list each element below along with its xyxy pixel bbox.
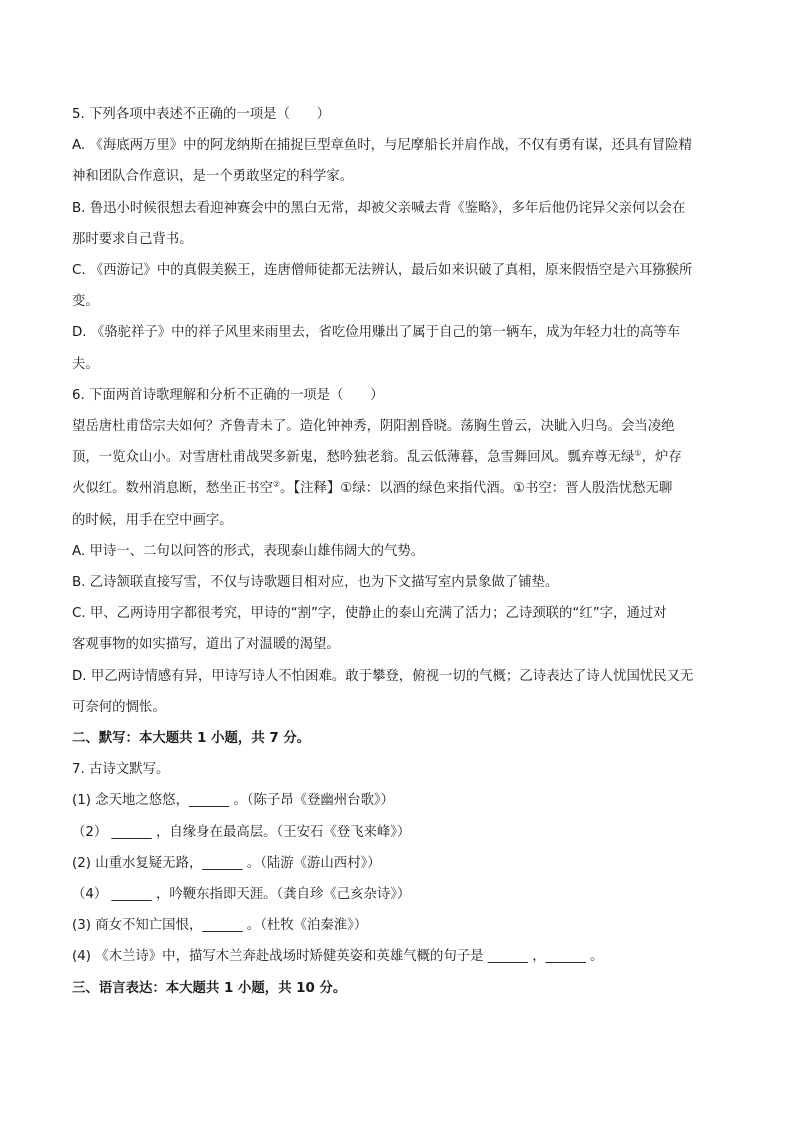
section-3-heading: 三、语言表达：本大题共 1 小题，共 10 分。 bbox=[72, 980, 347, 996]
q7-item-2: （2） ______ ，自缘身在最高层。（王安石《登飞来峰》） bbox=[72, 824, 411, 840]
footnote-marker-2: ② bbox=[272, 479, 281, 489]
q6-poem-line2 bbox=[72, 442, 722, 473]
q6-poem-line3-tail: 。【注释】①绿：以酒的绿色来指代酒。①书空：晋人殷浩忧愁无聊 bbox=[280, 481, 673, 497]
q5-option-a-line2: 神和团队合作意识，是一个勇敢坚定的科学家。 bbox=[72, 169, 354, 185]
q7-item-3: (2) 山重水复疑无路，______ 。（陆游《游山西村》） bbox=[72, 855, 381, 871]
q6-option-d-line1: D. 甲乙两诗情感有异，甲诗写诗人不怕困难。敢于攀登，俯视一切的气概；乙诗表达了诗人忧国忧民又无 bbox=[72, 668, 694, 684]
q6-poem-line2-text: 顶，一览众山小。对雪唐杜甫战哭多新鬼，愁吟独老翁。乱云低薄暮，急雪舞回风。瓢弃尊无绿 bbox=[72, 450, 635, 466]
question-7-stem: 7. 古诗文默写。 bbox=[72, 762, 170, 778]
q5-option-a-line1: A. 《海底两万里》中的阿龙纳斯在捕捉巨型章鱼时，与尼摩船长并肩作战，不仅有勇有谋，还具有冒险精 bbox=[72, 138, 693, 154]
q6-poem-line1: 望岳唐杜甫岱宗夫如何？齐鲁青未了。造化钟神秀，阴阳割昏晓。荡胸生曾云，决眦入归鸟。会当凌绝 bbox=[72, 419, 675, 435]
q5-option-d-line1: D. 《骆驼祥子》中的祥子风里来雨里去，省吃俭用赚出了属于自己的第一辆车，成为年轻力壮的高等车 bbox=[72, 325, 681, 341]
exam-page bbox=[72, 99, 722, 1004]
question-6-stem: 6. 下面两首诗歌理解和分析不正确的一项是（ ） bbox=[72, 387, 384, 403]
q6-poem-line3-text: 火似红。数州消息断，愁坐正书空 bbox=[72, 481, 273, 497]
footnote-marker-1: ① bbox=[634, 448, 642, 458]
question-5-stem: 5. 下列各项中表述不正确的一项是（ ） bbox=[72, 107, 331, 122]
q7-item-4: （4） ______ ，吟鞭东指即天涯。（龚自珍《己亥杂诗》） bbox=[72, 887, 411, 903]
q5-option-d-line2: 夫。 bbox=[72, 356, 99, 372]
q7-item-5: (3) 商女不知亡国恨，______ 。（杜牧《泊秦淮》） bbox=[72, 918, 368, 934]
q5-option-c-line2: 变。 bbox=[72, 294, 99, 310]
q6-poem-line3 bbox=[72, 473, 722, 504]
q6-poem-line2-tail: ，炉存 bbox=[641, 450, 682, 466]
q6-option-c-line2: 客观事物的如实描写，道出了对温暖的渴望。 bbox=[72, 637, 340, 653]
q5-option-c-line1: C. 《西游记》中的真假美猴王，连唐僧师徒都无法辨认，最后如来识破了真相，原来假悟空是六耳猕猴所 bbox=[72, 263, 693, 279]
section-2-heading: 二、默写：本大题共 1 小题，共 7 分。 bbox=[72, 731, 311, 747]
q6-poem-line4: 的时候，用手在空中画字。 bbox=[72, 512, 233, 528]
q7-item-1: (1) 念天地之悠悠，______ 。（陈子昂《登幽州台歌》） bbox=[72, 793, 395, 809]
q5-option-b-line2: 那时要求自己背书。 bbox=[72, 231, 193, 247]
q6-option-c-line1: C. 甲、乙两诗用字都很考究，甲诗的“割”字，使静止的泰山充满了活力；乙诗颈联的“红”字，通过对 bbox=[72, 606, 667, 622]
q6-option-d-line2: 可奈何的惆怅。 bbox=[72, 699, 166, 715]
q5-option-b-line1: B. 鲁迅小时候很想去看迎神赛会中的黑白无常，却被父亲喊去背《鉴略》，多年后他仍诧异父亲何以会在 bbox=[72, 200, 686, 216]
q7-item-6: (4) 《木兰诗》中，描写木兰奔赴战场时矫健英姿和英雄气概的句子是 ______ ，______ 。 bbox=[72, 949, 604, 965]
q6-option-a: A. 甲诗一、二句以问答的形式，表现泰山雄伟阔大的气势。 bbox=[72, 543, 425, 559]
q6-option-b: B. 乙诗颔联直接写雪，不仅与诗歌题目相对应，也为下文描写室内景象做了铺垫。 bbox=[72, 575, 559, 591]
